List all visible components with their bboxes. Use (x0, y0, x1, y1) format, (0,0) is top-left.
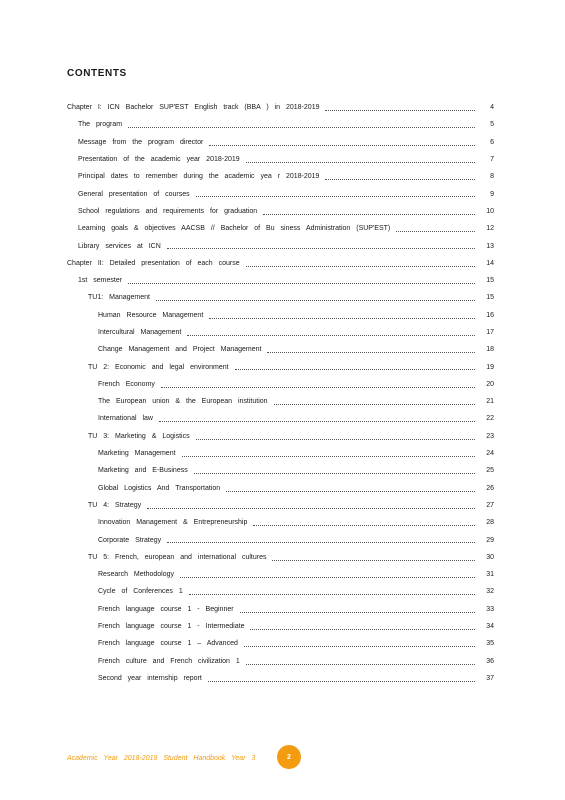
dot-leader (246, 266, 475, 267)
toc-entry-page: 15 (486, 277, 494, 285)
dot-leader (187, 335, 475, 336)
toc-entry-page: 27 (486, 501, 494, 509)
dot-leader (272, 560, 475, 561)
dot-leader (396, 231, 475, 232)
dot-leader (128, 127, 475, 128)
toc-entry-page: 36 (486, 657, 494, 665)
dot-leader (274, 404, 475, 405)
toc-entry[interactable] (0, 514, 565, 531)
toc-entry-page: 25 (486, 467, 494, 475)
toc-entry-label: Library services at ICN (78, 242, 161, 250)
toc-entry-label: TU 4: Strategy (88, 501, 142, 509)
dot-leader (156, 300, 475, 301)
toc-entry-page: 23 (486, 432, 494, 440)
toc-entry[interactable] (0, 428, 565, 445)
footer-text: Academic Year 2018-2019 Student Handbook Year 3 (67, 755, 256, 762)
toc-entry-page: 4 (490, 104, 494, 112)
toc-entry-label: Global Logistics And Transportation (98, 484, 221, 492)
toc-entry-page: 15 (486, 294, 494, 302)
dot-leader (159, 421, 475, 422)
toc-entry-label: School regulations and requirements for graduation (78, 207, 258, 215)
toc-entry-page: 34 (486, 623, 494, 631)
dot-leader (196, 439, 475, 440)
toc-entry-label: TU 5: French, european and international cultures (88, 553, 267, 561)
toc-entry-label: French language course 1 - Beginner (98, 605, 234, 613)
toc-entry[interactable] (0, 237, 565, 254)
dot-leader (147, 508, 475, 509)
dot-leader (209, 145, 475, 146)
toc-entry-page: 30 (486, 553, 494, 561)
toc-entry-page: 26 (486, 484, 494, 492)
dot-leader (267, 352, 475, 353)
dot-leader (246, 162, 475, 163)
toc-entry-label: Innovation Management & Entrepreneurship (98, 519, 248, 527)
dot-leader (128, 283, 475, 284)
toc-entry-label: The program (78, 121, 123, 129)
toc-entry-page: 35 (486, 640, 494, 648)
toc-entry[interactable] (0, 635, 565, 652)
toc-entry[interactable] (0, 445, 565, 462)
toc-entry[interactable] (0, 670, 565, 687)
toc-entry-page: 13 (486, 242, 494, 250)
toc-entry-page: 19 (486, 363, 494, 371)
toc-entry-label: Marketing and E-Business (98, 467, 188, 475)
toc-entry-label: French culture and French civilization 1 (98, 657, 240, 665)
toc-entry-label: Marketing Management (98, 450, 176, 458)
dot-leader (235, 369, 475, 370)
toc-entry-label: French language course 1 - Intermediate (98, 623, 245, 631)
toc-entry-label: TU 3: Marketing & Logistics (88, 432, 190, 440)
contents-heading: CONTENTS (67, 68, 127, 79)
dot-leader (167, 248, 475, 249)
toc-entry[interactable] (0, 531, 565, 548)
toc-entry-page: 33 (486, 605, 494, 613)
toc-entry-label: Corporate Strategy (98, 536, 162, 544)
toc-entry-label: Presentation of the academic year 2018-2019 (78, 156, 240, 164)
dot-leader (240, 612, 475, 613)
toc-entry[interactable] (0, 307, 565, 324)
toc-entry-label: Message from the program director (78, 138, 204, 146)
table-of-contents (0, 99, 565, 687)
dot-leader (161, 387, 475, 388)
toc-entry-page: 7 (490, 156, 494, 164)
toc-entry[interactable] (0, 653, 565, 670)
toc-entry-page: 9 (490, 190, 494, 198)
toc-entry-page: 8 (490, 173, 494, 181)
dot-leader (263, 214, 475, 215)
toc-entry-label: Research Methodology (98, 571, 174, 579)
toc-entry-label: Human Resource Management (98, 311, 204, 319)
toc-entry[interactable] (0, 168, 565, 185)
toc-entry[interactable] (0, 549, 565, 566)
toc-entry-page: 14 (486, 259, 494, 267)
toc-entry[interactable] (0, 289, 565, 306)
dot-leader (194, 473, 475, 474)
toc-entry-page: 28 (486, 519, 494, 527)
toc-entry-label: French language course 1 – Advanced (98, 640, 238, 648)
toc-entry-label: Chapter I: ICN Bachelor SUP'EST English track (BBA ) in 2018-2019 (67, 104, 320, 112)
page-number-badge: 2 (277, 745, 301, 769)
toc-entry[interactable] (0, 203, 565, 220)
toc-entry-page: 20 (486, 380, 494, 388)
toc-entry-page: 22 (486, 415, 494, 423)
toc-entry[interactable] (0, 618, 565, 635)
toc-entry[interactable] (0, 185, 565, 202)
toc-entry[interactable] (0, 324, 565, 341)
dot-leader (180, 577, 475, 578)
dot-leader (196, 196, 475, 197)
toc-entry-page: 18 (486, 346, 494, 354)
toc-entry-page: 12 (486, 225, 494, 233)
toc-entry-label: Change Management and Project Management (98, 346, 262, 354)
toc-entry-page: 24 (486, 450, 494, 458)
dot-leader (250, 629, 475, 630)
toc-entry[interactable] (0, 358, 565, 375)
toc-entry[interactable] (0, 116, 565, 133)
dot-leader (244, 646, 475, 647)
toc-entry-label: 1st semester (78, 277, 123, 285)
toc-entry-page: 21 (486, 398, 494, 406)
dot-leader (189, 594, 475, 595)
toc-entry[interactable] (0, 376, 565, 393)
toc-entry-label: TU 2: Economic and legal environment (88, 363, 229, 371)
dot-leader (325, 110, 475, 111)
toc-entry[interactable] (0, 151, 565, 168)
dot-leader (209, 318, 475, 319)
toc-entry-page: 6 (490, 138, 494, 146)
toc-entry[interactable] (0, 480, 565, 497)
toc-entry[interactable] (0, 497, 565, 514)
toc-entry-label: International law (98, 415, 153, 423)
toc-entry-label: French Economy (98, 380, 155, 388)
toc-entry-page: 5 (490, 121, 494, 129)
toc-entry[interactable] (0, 272, 565, 289)
toc-entry-label: The European union & the European institution (98, 398, 268, 406)
toc-entry-page: 32 (486, 588, 494, 596)
toc-entry[interactable] (0, 601, 565, 618)
dot-leader (182, 456, 475, 457)
toc-entry-page: 29 (486, 536, 494, 544)
toc-entry-label: Chapter II: Detailed presentation of each course (67, 259, 240, 267)
toc-entry-label: TU1: Management (88, 294, 150, 302)
toc-entry[interactable] (0, 99, 565, 116)
toc-entry[interactable] (0, 583, 565, 600)
toc-entry-page: 17 (486, 329, 494, 336)
toc-entry-label: Cycle of Conferences 1 (98, 588, 183, 596)
toc-entry[interactable] (0, 410, 565, 427)
toc-entry-page: 10 (486, 207, 494, 215)
toc-entry[interactable] (0, 341, 565, 358)
dot-leader (246, 664, 475, 665)
toc-entry[interactable] (0, 393, 565, 410)
toc-entry[interactable] (0, 134, 565, 151)
toc-entry[interactable] (0, 220, 565, 237)
toc-entry-label: Second year internship report (98, 674, 202, 682)
dot-leader (325, 179, 475, 180)
toc-entry[interactable] (0, 255, 565, 272)
dot-leader (167, 542, 475, 543)
dot-leader (226, 491, 475, 492)
toc-entry-label: Learning goals & objectives AACSB // Bachelor of Bu siness Administration (SUP'EST) (78, 225, 391, 233)
toc-entry-page: 31 (486, 571, 494, 579)
toc-entry-label: Principal dates to remember during the academic yea r 2018-2019 (78, 173, 320, 181)
dot-leader (208, 681, 475, 682)
toc-entry-page: 16 (486, 311, 494, 319)
toc-entry-label: General presentation of courses (78, 190, 190, 198)
toc-entry[interactable] (0, 566, 565, 583)
toc-entry-label: Intercultural Management (98, 329, 182, 336)
toc-entry-page: 37 (486, 674, 494, 682)
dot-leader (253, 525, 475, 526)
toc-entry[interactable] (0, 462, 565, 479)
